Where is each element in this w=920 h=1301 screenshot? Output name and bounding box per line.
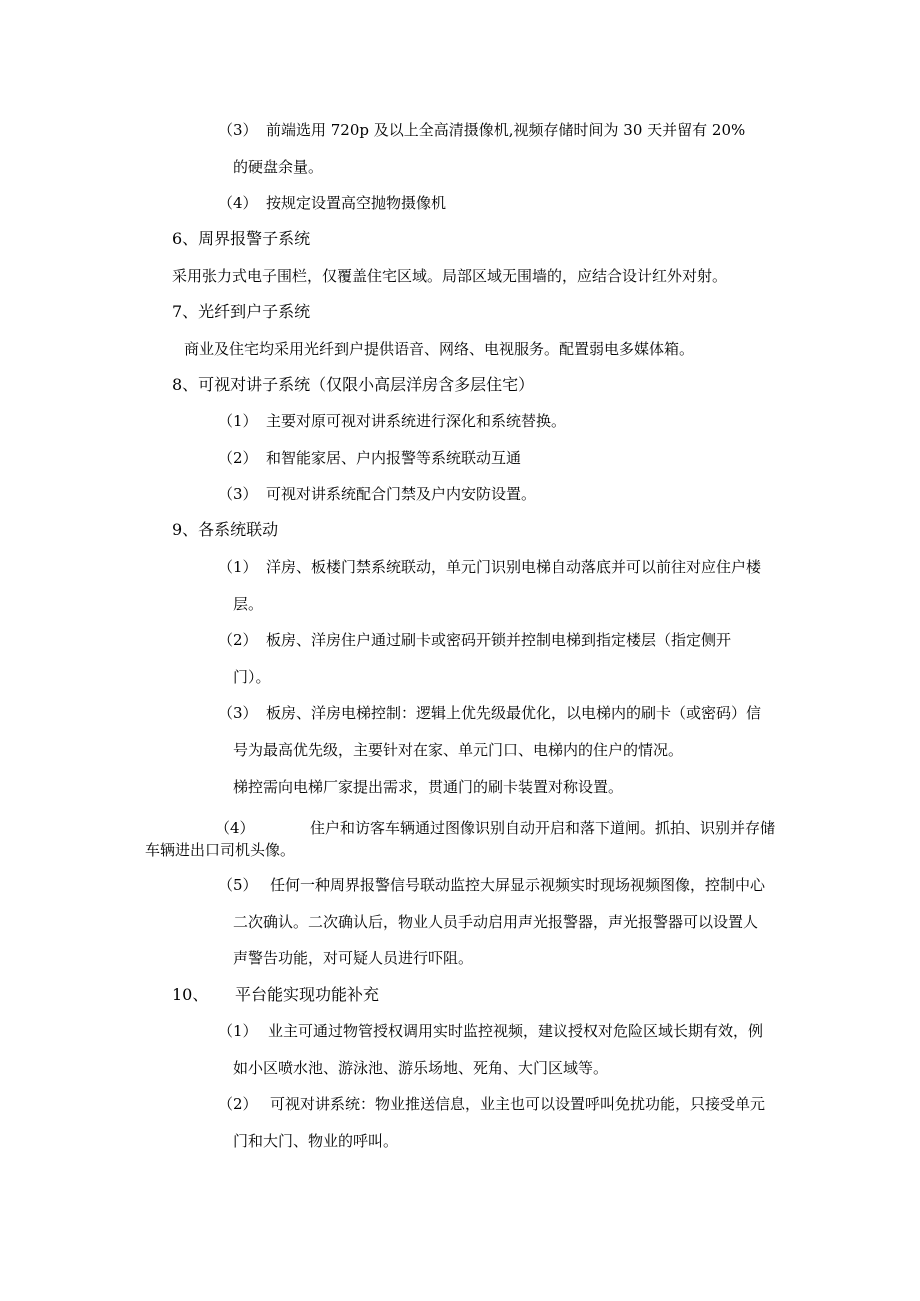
section-9-item-2-line-1 — [218, 630, 731, 650]
section-9-item-4-text: 住户和访客车辆通过图像识别自动开启和落下道闸。抓拍、识别并存储 — [310, 819, 776, 837]
section-7-body: 商业及住宅均采用光纤到户提供语音、网络、电视服务。配置弱电多媒体箱。 — [184, 340, 695, 358]
section-10-item-2-number: （2） — [218, 1095, 258, 1113]
section-10-item-1-line-1 — [218, 1021, 763, 1041]
item-4-text: 按规定设置高空抛物摄像机 — [266, 194, 447, 212]
section-9-item-3-line-1 — [218, 703, 761, 723]
section-9-item-2-text: 板房、洋房住户通过刷卡或密码开锁并控制电梯到指定楼层（指定侧开 — [266, 631, 732, 649]
section-9-item-2-number: （2） — [218, 631, 258, 649]
section-10-title: 平台能实现功能补充 — [235, 985, 380, 1004]
section-6-heading: 6、周界报警子系统 — [172, 229, 311, 248]
section-9-item-5-line-3: 声警告功能，对可疑人员进行吓阻。 — [233, 949, 474, 967]
section-10-heading — [172, 985, 379, 1005]
section-9-item-2-line-2: 门）。 — [233, 668, 271, 686]
section-8-item-1 — [218, 411, 566, 431]
section-9-item-1-text: 洋房、板楼门禁系统联动，单元门识别电梯自动落底并可以前往对应住户楼 — [266, 558, 762, 576]
section-9-item-4-line-2: 车辆进出口司机头像。 — [145, 841, 296, 859]
section-8-item-2-text: 和智能家居、户内报警等系统联动互通 — [266, 449, 522, 467]
section-9-item-1-line-1 — [218, 557, 761, 577]
section-9-item-5-line-1 — [218, 875, 765, 895]
section-9-item-3-line-2: 号为最高优先级，主要针对在家、单元门口、电梯内的住户的情况。 — [233, 741, 684, 759]
section-9-item-3-text: 板房、洋房电梯控制：逻辑上优先级最优化，以电梯内的刷卡（或密码）信 — [266, 704, 762, 722]
section-10-item-2-line-2: 门和大门、物业的呼叫。 — [233, 1132, 399, 1150]
section-10-item-1-line-2: 如小区喷水池、游泳池、游乐场地、死角、大门区域等。 — [233, 1059, 609, 1077]
section-9-heading: 9、各系统联动 — [172, 520, 279, 539]
section-9-item-5-text: 任何一种周界报警信号联动监控大屏显示视频实时现场视频图像，控制中心 — [270, 876, 766, 894]
section-8-heading: 8、可视对讲子系统（仅限小高层洋房含多层住宅） — [172, 375, 535, 394]
section-9-item-1-line-2: 层。 — [233, 595, 264, 613]
section-9-item-1-number: （1） — [218, 558, 258, 576]
item-3-text: 前端选用 720p 及以上全高清摄像机,视频存储时间为 30 天并留有 20% — [266, 121, 746, 139]
section-8-item-1-text: 主要对原可视对讲系统进行深化和系统替换。 — [266, 412, 567, 430]
item-3-number: （3） — [218, 121, 258, 139]
item-4-line — [218, 193, 446, 213]
section-9-item-4-number: （4） — [215, 819, 255, 837]
section-6-body: 采用张力式电子围栏，仅覆盖住宅区域。局部区域无围墙的，应结合设计红外对射。 — [172, 267, 728, 285]
section-9-item-5-line-2: 二次确认。二次确认后，物业人员手动启用声光报警器，声光报警器可以设置人 — [233, 913, 759, 931]
section-9-item-5-number: （5） — [218, 876, 258, 894]
section-8-item-3 — [218, 484, 536, 504]
section-10-number: 10、 — [172, 985, 209, 1004]
section-8-item-3-text: 可视对讲系统配合门禁及户内安防设置。 — [266, 485, 537, 503]
item-3-line-1 — [218, 120, 745, 140]
section-10-item-1-number: （1） — [218, 1022, 258, 1040]
section-10-item-2-text: 可视对讲系统：物业推送信息，业主也可以设置呼叫免扰功能，只接受单元 — [270, 1095, 766, 1113]
section-9-item-4-line-1 — [215, 818, 775, 838]
section-8-item-3-number: （3） — [218, 485, 258, 503]
section-7-heading: 7、光纤到户子系统 — [172, 302, 311, 321]
section-9-item-3-line-3: 梯控需向电梯厂家提出需求，贯通门的刷卡装置对称设置。 — [233, 778, 624, 796]
section-9-item-3-number: （3） — [218, 704, 258, 722]
item-3-line-2: 的硬盘余量。 — [233, 158, 324, 176]
section-10-item-1-text: 业主可通过物管授权调用实时监控视频，建议授权对危险区域长期有效，例 — [268, 1022, 764, 1040]
item-4-number: （4） — [218, 194, 258, 212]
section-8-item-2 — [218, 448, 521, 468]
section-8-item-1-number: （1） — [218, 412, 258, 430]
section-10-item-2-line-1 — [218, 1094, 765, 1114]
section-8-item-2-number: （2） — [218, 449, 258, 467]
